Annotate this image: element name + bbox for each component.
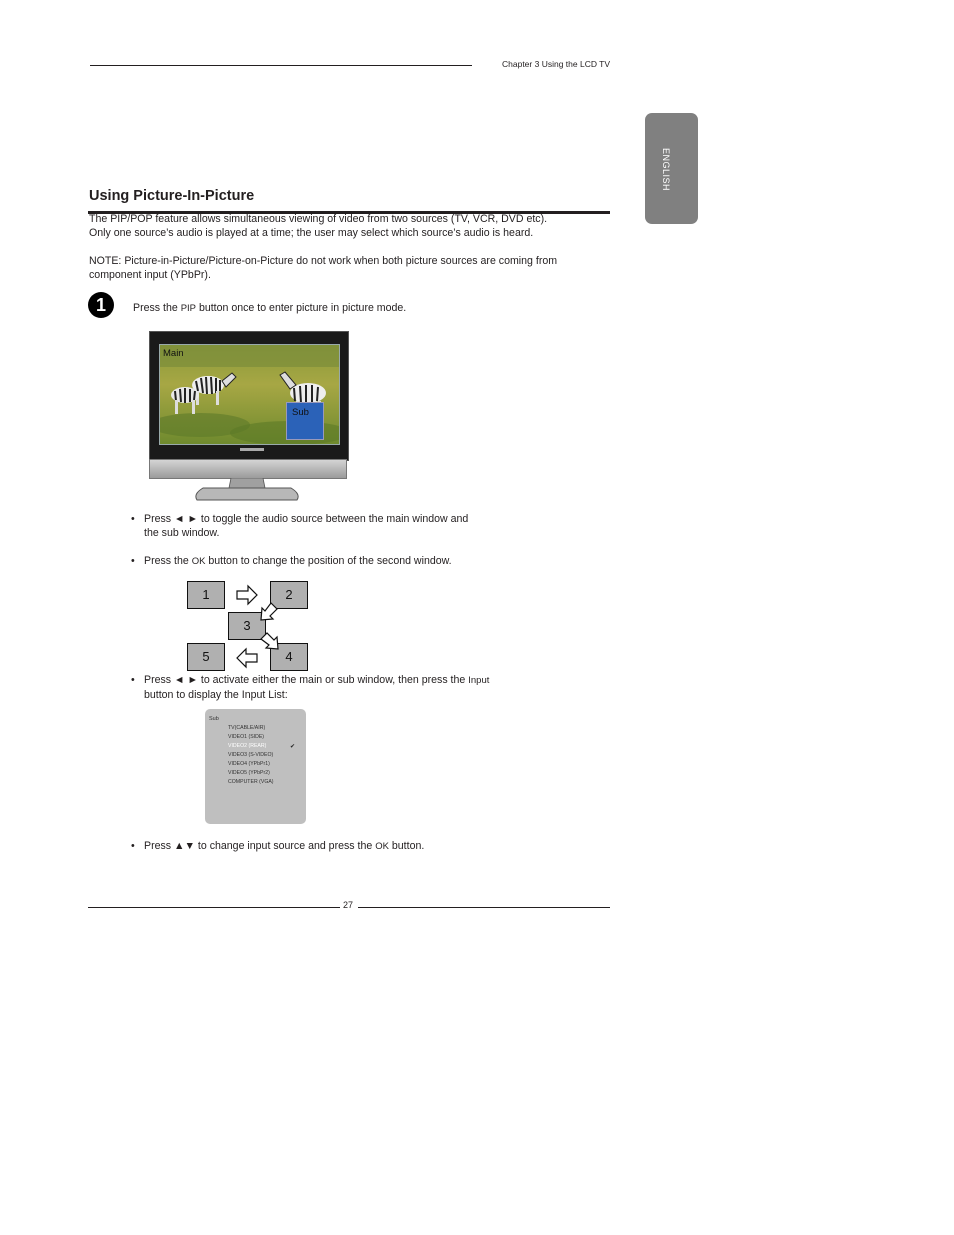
bullet-change-source: • Press ▲▼ to change input source and press the OK button. [131, 840, 425, 852]
position-box-3: 3 [228, 612, 266, 640]
intro-paragraph [89, 212, 614, 240]
bullet-change-position: • Press the OK button to change the position of the second window. [131, 555, 452, 567]
tv-stand-base [193, 478, 301, 502]
checkmark-icon: ✔ [290, 744, 296, 750]
chapter-title: Chapter 3 Using the LCD TV [502, 59, 611, 69]
main-window-label: Main [163, 348, 184, 359]
input-item-video3[interactable]: VIDEO3 (S-VIDEO) [228, 752, 274, 758]
arrow-down-right-icon [259, 631, 281, 653]
intro-line-1: The PIP/POP feature allows simultaneous viewing of video from two sources (TV, VCR, DVD etc). [89, 213, 548, 225]
input-list-menu [205, 709, 306, 824]
input-item-computer[interactable]: COMPUTER (VGA) [228, 779, 274, 785]
note-line-2: component input (YPbPr). [89, 269, 211, 281]
bullet-toggle-audio: • Press ◄ ► to toggle the audio source between the main window and the sub window. [131, 513, 469, 539]
input-item-video4[interactable]: VIDEO4 (YPbPr1) [228, 761, 270, 767]
header-rule [90, 65, 472, 66]
sub-window-label: Sub [292, 407, 309, 418]
input-item-video2-selected[interactable]: VIDEO2 (REAR) [228, 743, 267, 749]
position-box-2: 2 [270, 581, 308, 609]
footer-rule-left [88, 907, 340, 908]
language-tab [645, 113, 698, 224]
step-1-text: Press the PIP button once to enter picture in picture mode. [133, 302, 407, 314]
footer-rule-right [358, 907, 610, 908]
arrow-down-left-icon [257, 601, 279, 623]
note-paragraph [89, 254, 614, 282]
arrow-left-icon [235, 646, 259, 670]
intro-line-2: Only one source’s audio is played at a time; the user may select which source’s audio is heard. [89, 227, 534, 239]
section-title: Using Picture-In-Picture [89, 188, 255, 204]
ok-key-label-2: OK [375, 841, 389, 852]
bullet-input-list: • Press ◄ ► to activate either the main or sub window, then press the Input button to display the Input List: [131, 674, 490, 701]
input-item-video1[interactable]: VIDEO1 (SIDE) [228, 734, 265, 740]
note-line-1: NOTE: Picture-in-Picture/Picture-on-Picture do not work when both picture sources are coming from [89, 255, 558, 267]
page-number: 27 [343, 900, 354, 910]
input-list-header: Sub [209, 716, 219, 722]
ok-key-label: OK [191, 556, 206, 567]
input-key-label: Input [468, 675, 490, 686]
sub-window [286, 402, 324, 440]
input-item-tv[interactable]: TV(CABLE/AIR) [228, 725, 266, 731]
step-number-badge: 1 [88, 292, 114, 318]
tv-brand-logo [240, 448, 264, 451]
pip-key-label: PIP [180, 303, 197, 314]
position-box-4: 4 [270, 643, 308, 671]
language-tab-label: ENGLISH [661, 148, 671, 192]
tv-screen [159, 344, 340, 445]
arrow-right-icon [235, 583, 259, 607]
tv-illustration [149, 331, 349, 461]
position-box-5: 5 [187, 643, 225, 671]
tv-bezel-bottom [149, 459, 347, 479]
position-box-1: 1 [187, 581, 225, 609]
input-item-video5[interactable]: VIDEO5 (YPbPr2) [228, 770, 270, 776]
